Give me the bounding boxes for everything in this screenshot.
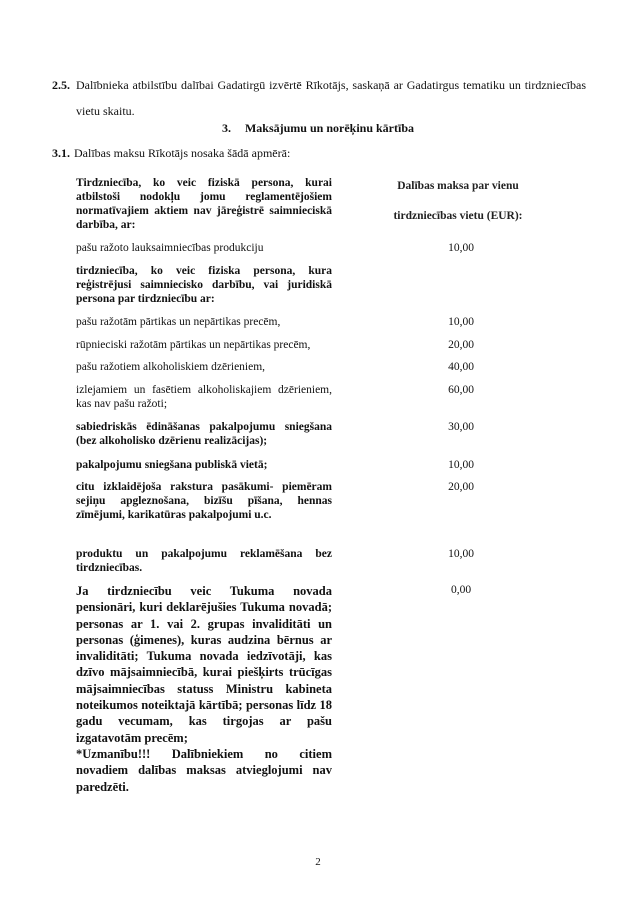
- fee-header-line-2: tirdzniecības vietu (EUR):: [393, 210, 523, 222]
- row-fee: 40,00: [448, 361, 474, 373]
- row-description: izlejamiem un fasētiem alkoholiskajiem dzērieniem, kas nav pašu ražoti;: [76, 384, 332, 410]
- clause-number: 2.5.: [52, 78, 70, 92]
- row-description: pakalpojumu sniegšana publiskā vietā;: [76, 459, 268, 471]
- row-description: Tirdzniecība, ko veic fiziskā persona, kurai atbilstoši nodokļu jomu reglamentējošiem normatīvajiem aktiem nav jāreģistrē saimnieciskā darbība, ar:: [76, 177, 332, 231]
- row-fee: 10,00: [448, 242, 474, 254]
- row-fee: 20,00: [448, 481, 474, 493]
- row-fee: 0,00: [450, 584, 472, 596]
- notice-text: *Uzmanību!!! Dalībniekiem no citiem novadiem dalības maksas atvieglojumi nav paredzēti.: [76, 747, 332, 794]
- row-fee: 10,00: [448, 548, 474, 560]
- section-heading: [0, 121, 636, 136]
- row-description: pašu ražoto lauksaimniecības produkciju: [76, 242, 264, 254]
- section-title-text: Maksājumu un norēķinu kārtība: [244, 121, 415, 135]
- row-description: sabiedriskās ēdināšanas pakalpojumu sniegšana (bez alkoholisko dzērienu realizācijas);: [76, 421, 332, 447]
- row-description: rūpnieciski ražotām pārtikas un nepārtikas precēm,: [76, 339, 311, 351]
- clause-text: Dalības maksu Rīkotājs nosaka šādā apmērā:: [74, 146, 291, 160]
- clause-2-5: [52, 72, 586, 124]
- clause-text: Dalībnieka atbilstību dalībai Gadatirgū izvērtē Rīkotājs, saskaņā ar Gadatirgus tematiku un tirdzniecības vietu skaitu.: [76, 78, 586, 118]
- row-description: Ja tirdzniecību veic Tukuma novada pensionāri, kuri deklarējušies Tukuma novadā; personas ar 1. vai 2. grupas invaliditāti un personas (ģimenes), kuras audzina bērnus ar invaliditāti; Tukuma novada iedzīvotāji, kas dzīvo mājsaimniecībā, kurai piešķirts trūcīgas mājsaimniecības statuss Ministru kabineta noteikumos noteiktajā kārtībā; personas līdz 18 gadu vecumam, kas tirgojas ar pašu izgatavotām precēm;: [76, 584, 332, 745]
- row-fee: 10,00: [448, 316, 474, 328]
- clause-number: 3.1.: [52, 146, 70, 160]
- page-number: 2: [315, 856, 321, 868]
- fee-header-line-1: Dalības maksa par vienu: [397, 180, 519, 192]
- row-description: pašu ražotiem alkoholiskiem dzērieniem,: [76, 361, 266, 373]
- clause-3-1: [52, 146, 290, 161]
- row-description: produktu un pakalpojumu reklamēšana bez tirdzniecības.: [76, 548, 332, 574]
- section-number: 3.: [221, 121, 231, 135]
- row-fee: 60,00: [448, 384, 474, 396]
- fee-column-header: [372, 171, 544, 231]
- row-fee: 10,00: [448, 459, 474, 471]
- row-fee: 20,00: [448, 339, 474, 351]
- row-description: tirdzniecība, ko veic fiziska persona, kura reģistrējusi saimniecisko darbību, vai juridiskā persona par tirdzniecību ar:: [76, 265, 332, 305]
- row-description: pašu ražotām pārtikas un nepārtikas precēm,: [76, 316, 281, 328]
- row-description: citu izklaidējoša rakstura pasākumi- piemēram sejiņu apgleznošana, bizīšu pīšana, hennas zīmējumi, karikatūras pakalpojumi u.c.: [76, 481, 332, 521]
- row-fee: 30,00: [448, 421, 474, 433]
